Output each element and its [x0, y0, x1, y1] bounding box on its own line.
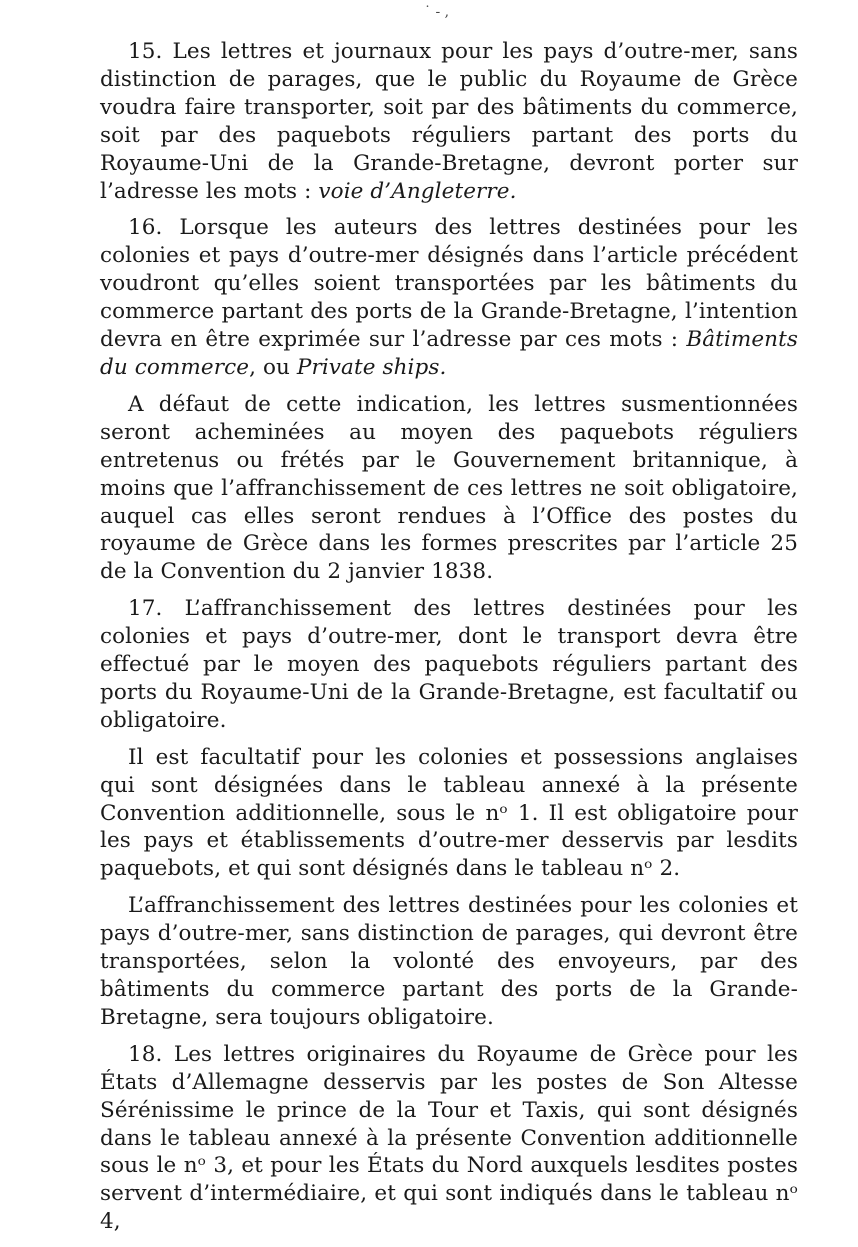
paragraph-text: Il est facultatif pour les colonies et possessions anglaises qui sont désignées dans le tableau annexé à la présente Convention additionnelle, sous le nᵒ 1. Il est obligatoire pour les pays et établissements d’outre-mer desservis par lesdits paquebots, et qui sont désignés dans le tableau nᵒ 2.	[100, 744, 798, 882]
document-body	[100, 38, 798, 1236]
italic-text: voie d’Angleterre.	[318, 178, 517, 204]
paragraph-p17c	[100, 892, 798, 1032]
paragraph-text: , ou	[249, 354, 297, 380]
paragraph-text: 16. Lorsque les auteurs des lettres destinées pour les colonies et pays d’outre-mer désignés dans l’article précédent voudront qu’elles soient transportées par les bâtiments du commerce partant des ports de la Grande-Bretagne, l’intention devra en être exprimée sur l’adresse par ces mots :	[100, 215, 798, 353]
paragraph-text: L’affranchissement des lettres destinées pour les colonies et pays d’outre-mer, sans distinction de parages, qui devront être transportées, selon la volonté des envoyeurs, par des bâtiments du commerce partant des ports de la Grande-Bretagne, sera toujours obligatoire.	[100, 893, 798, 1030]
italic-text: Private ships.	[296, 354, 447, 380]
italic-text: Bâtiments du commerce	[100, 327, 798, 380]
paragraph-p16	[100, 214, 798, 381]
paragraph-text: 17. L’affranchissement des lettres destinées pour les colonies et pays d’outre-mer, dont le transport devra être effectué par le moyen des paquebots réguliers partant des ports du Royaume-Uni de la Grande-Bretagne, est facultatif ou obligatoire.	[100, 596, 798, 733]
paragraph-p16b	[100, 391, 798, 586]
page-top-mark: ˙ - ,	[424, 4, 450, 20]
paragraph-p17	[100, 595, 798, 735]
paragraph-p18	[100, 1041, 798, 1236]
paragraph-text: 15. Les lettres et journaux pour les pays d’outre-mer, sans distinction de parages, que le public du Royaume de Grèce voudra faire transporter, soit par des bâtiments du commerce, soit par des paquebots réguliers partant des ports du Royaume-Uni de la Grande-Bretagne, devront porter sur l’adresse les mots :	[100, 39, 798, 204]
paragraph-text: A défaut de cette indication, les lettres susmentionnées seront acheminées au moyen des paquebots réguliers entretenus ou frétés par le Gouvernement britannique, à moins que l’affranchissement de ces lettres ne soit obligatoire, auquel cas elles seront rendues à l’Office des postes du royaume de Grèce dans les formes prescrites par l’article 25 de la Convention du 2 janvier 1838.	[100, 391, 798, 585]
paragraph-text: 18. Les lettres originaires du Royaume de Grèce pour les États d’Allemagne desservis par les postes de Son Altesse Sérénissime le prince de la Tour et Taxis, qui sont désignés dans le tableau annexé à la présente Convention additionnelle sous le nᵒ 3, et pour les États du Nord auxquels lesdites postes servent d’intermédiaire, et qui sont indiqués dans le tableau nᵒ 4,	[100, 1041, 798, 1235]
paragraph-p17b	[100, 744, 798, 884]
paragraph-p15	[100, 38, 798, 205]
